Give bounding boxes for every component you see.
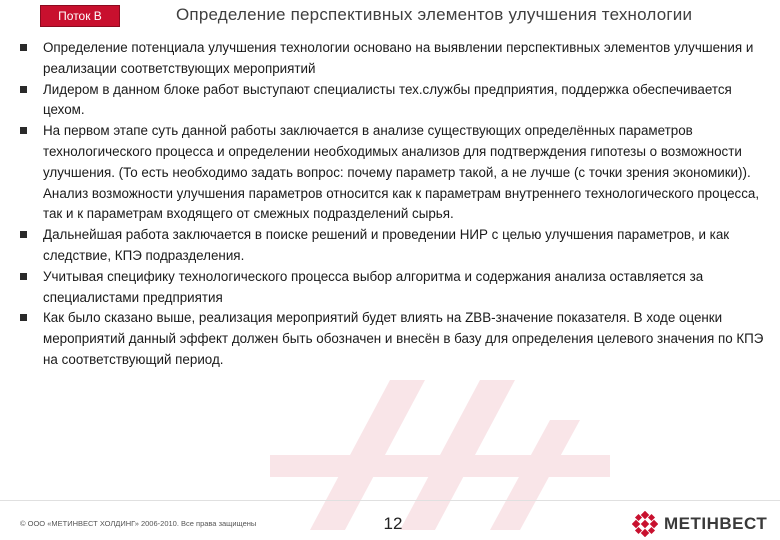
list-item-text: Определение потенциала улучшения технологии основано на выявлении перспективных элементов улучшения и реализации соответствующих мероприятий: [43, 40, 754, 76]
list-item-text: Дальнейшая работа заключается в поиске решений и проведении НИР с целью улучшения параметров, и как следствие, КПЭ подразделения.: [43, 227, 730, 263]
metinvest-watermark: [250, 360, 630, 540]
list-item-text: Лидером в данном блоке работ выступают специалисты тех.службы предприятия, поддержка обеспечивается цехом.: [43, 81, 732, 118]
list-item: [18, 267, 770, 309]
square-bullet-icon: [20, 127, 27, 134]
list-item: [18, 121, 770, 225]
stream-badge: Поток В: [40, 5, 120, 27]
list-item-text: Учитывая специфику технологического процесса выбор алгоритма и содержания анализа оставляется за специалистами предприятия: [43, 268, 704, 305]
square-bullet-icon: [20, 86, 27, 93]
square-bullet-icon: [20, 231, 27, 238]
copyright-text: © ООО «МЕТИНВЕСТ ХОЛДИНГ» 2006-2010. Все права защищены: [20, 519, 257, 528]
square-bullet-icon: [20, 273, 27, 280]
list-item: [18, 308, 770, 370]
square-bullet-icon: [20, 314, 27, 321]
list-item: [18, 225, 770, 267]
list-item: [18, 38, 770, 80]
footer-divider: [0, 500, 780, 501]
page-title: Определение перспективных элементов улучшения технологии: [176, 5, 693, 24]
metinvest-logo-icon: [632, 511, 658, 537]
list-item-text: Как было сказано выше, реализация мероприятий будет влиять на ZBB-значение показателя. В ходе оценки мероприятий данный эффект должен быть обозначен и внесён в базу для определения целевого значения по КПЭ на соответствующий период.: [43, 310, 764, 367]
company-logo: [632, 511, 767, 537]
square-bullet-icon: [20, 44, 27, 51]
list-item: [18, 80, 770, 122]
list-item-text: На первом этапе суть данной работы заключается в анализе существующих определённых параметров технологического процесса и определении необходимых анализов для подтверждения гипотезы о возможности улучшения. (То есть необходимо задать вопрос: почему параметр такой, а не лучше (с точки зрения экономики)). Анализ возможности улучшения параметров относится как к параметрам внутреннего технологического процесса, так и к параметрам входящего от смежных подразделений сырья.: [43, 123, 760, 222]
logo-text: МЕТІНВЕСТ: [664, 514, 768, 533]
bullet-list: [18, 38, 770, 371]
page-number: 12: [383, 514, 403, 533]
